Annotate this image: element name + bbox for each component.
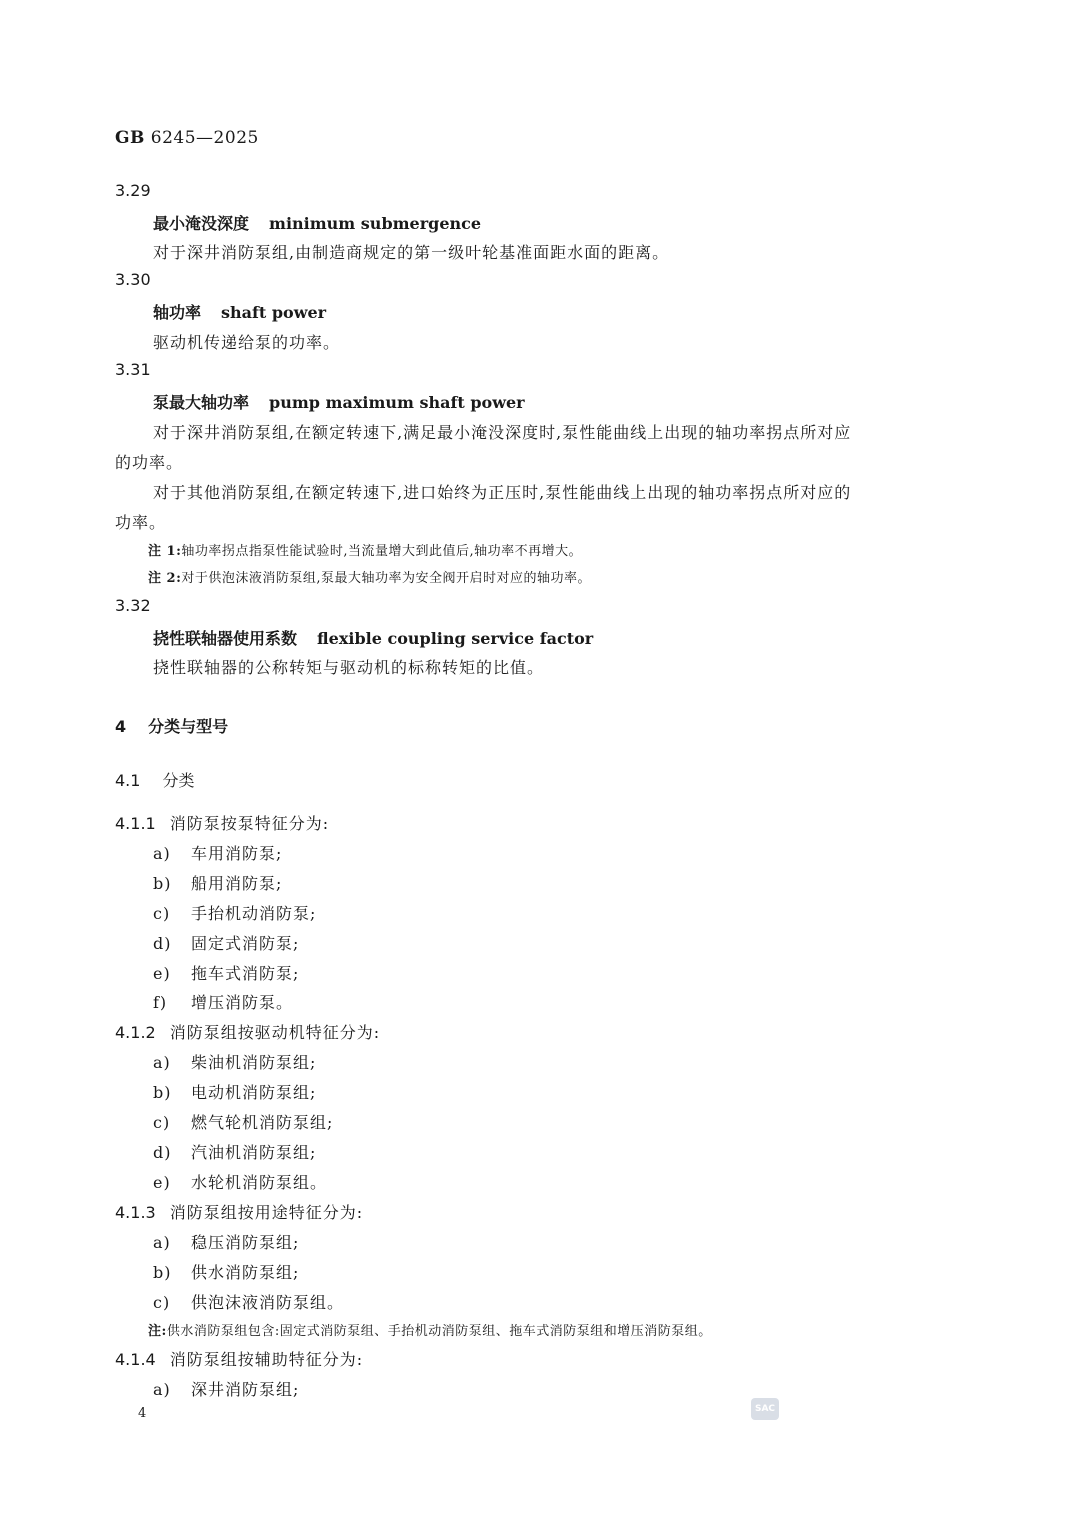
list-item: e) 水轮机消防泵组。 (153, 1173, 328, 1192)
list-item: b) 供水消防泵组; (153, 1263, 300, 1282)
note: 注 1:轴功率拐点指泵性能试验时,当流量增大到此值后,轴功率不再增大。 (148, 544, 583, 559)
term-number: 3.30 (115, 270, 151, 289)
term-title: 泵最大轴功率 pump maximum shaft power (153, 393, 525, 412)
term-definition: 驱动机传递给泵的功率。 (153, 333, 341, 352)
term-definition-continued: 的功率。 (115, 453, 184, 472)
list-item: c) 燃气轮机消防泵组; (153, 1113, 334, 1132)
list-item: a) 稳压消防泵组; (153, 1233, 300, 1252)
term-definition: 对于深井消防泵组,在额定转速下,满足最小淹没深度时,泵性能曲线上出现的轴功率拐点所对应 (153, 423, 852, 442)
sac-logo: SAC (751, 1398, 779, 1420)
term-definition-continued: 功率。 (115, 513, 167, 532)
list-item: b) 船用消防泵; (153, 874, 283, 893)
list-item: e) 拖车式消防泵; (153, 964, 300, 983)
list-item: c) 供泡沫液消防泵组。 (153, 1293, 345, 1312)
note: 注:供水消防泵组包含:固定式消防泵组、手抬机动消防泵组、拖车式消防泵组和增压消防泵组。 (148, 1324, 712, 1339)
list-item: d) 固定式消防泵; (153, 934, 300, 953)
list-item: c) 手抬机动消防泵; (153, 904, 317, 923)
standard-code: GB 6245—2025 (115, 128, 259, 148)
page-number: 4 (138, 1406, 147, 1421)
list-item: a) 深井消防泵组; (153, 1380, 300, 1399)
list-item: a) 柴油机消防泵组; (153, 1053, 317, 1072)
clause: 4.1.2 消防泵组按驱动机特征分为: (115, 1023, 381, 1042)
clause: 4.1.1 消防泵按泵特征分为: (115, 814, 330, 833)
section-heading: 4 分类与型号 (115, 717, 229, 736)
clause: 4.1.4 消防泵组按辅助特征分为: (115, 1350, 364, 1369)
term-title: 轴功率 shaft power (153, 303, 327, 322)
list-item: a) 车用消防泵; (153, 844, 283, 863)
note: 注 2:对于供泡沫液消防泵组,泵最大轴功率为安全阀开启时对应的轴功率。 (148, 571, 592, 586)
term-definition: 对于深井消防泵组,由制造商规定的第一级叶轮基准面距水面的距离。 (153, 243, 670, 262)
subsection-heading: 4.1 分类 (115, 771, 195, 790)
clause: 4.1.3 消防泵组按用途特征分为: (115, 1203, 364, 1222)
list-item: f) 增压消防泵。 (153, 993, 294, 1012)
term-number: 3.29 (115, 181, 151, 200)
term-definition: 对于其他消防泵组,在额定转速下,进口始终为正压时,泵性能曲线上出现的轴功率拐点所对应的 (153, 483, 852, 502)
list-item: d) 汽油机消防泵组; (153, 1143, 317, 1162)
term-number: 3.31 (115, 360, 151, 379)
term-number: 3.32 (115, 596, 151, 615)
term-title: 挠性联轴器使用系数 flexible coupling service factor (153, 629, 594, 648)
list-item: b) 电动机消防泵组; (153, 1083, 317, 1102)
term-title: 最小淹没深度 minimum submergence (153, 214, 482, 233)
term-definition: 挠性联轴器的公称转矩与驱动机的标称转矩的比值。 (153, 658, 545, 677)
